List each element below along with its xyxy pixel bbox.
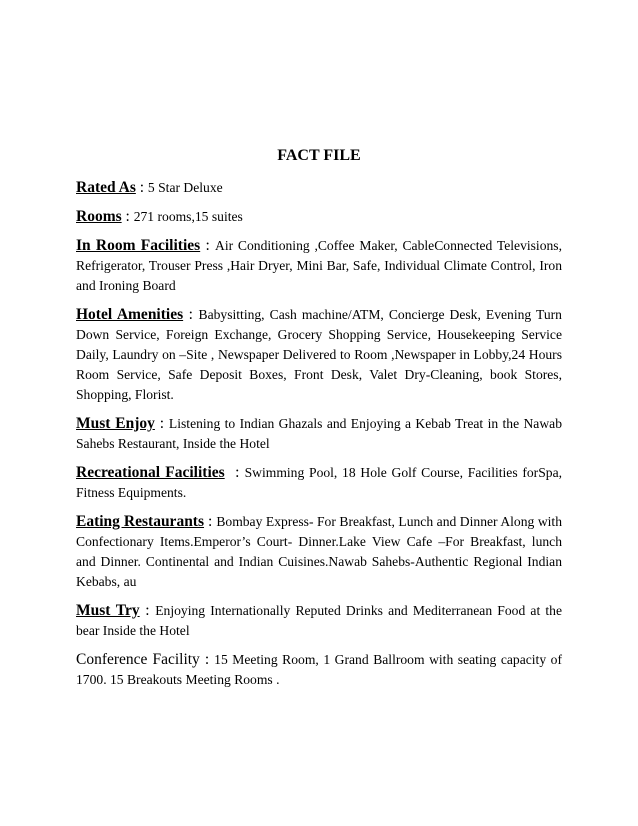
entry-recreational-facilities: [76, 463, 562, 503]
entry-text: 5 Star Deluxe: [147, 180, 223, 195]
entry-text: Listening to Indian Ghazals and Enjoying a Kebab Treat in the Nawab Sahebs Restaurant, Inside the Hotel: [76, 416, 562, 451]
entry-eating-restaurants: [76, 512, 562, 592]
entry-label: Eating Restaurants: [76, 513, 205, 530]
entry-label: Conference Facility: [76, 651, 200, 668]
entry-label: Hotel Amenities: [76, 306, 184, 323]
entry-text: Enjoying Internationally Reputed Drinks and Mediterranean Food at the bear Inside the Hotel: [76, 603, 563, 638]
entry-conference-facility: [76, 650, 562, 690]
entry-text: Bombay Express- For Breakfast, Lunch and Dinner Along with Confectionary Items.Emperor’s Court- Dinner.Lake View Cafe –For Breakfast, lunch and Dinner. Continental and Indian Cuisines.Nawab Sahebs-Authentic Regional Indian Kebabs, au: [76, 514, 562, 589]
entry-separator: :: [200, 237, 216, 254]
entry-separator: :: [121, 208, 134, 225]
entry-separator: :: [224, 464, 245, 481]
page-title: FACT FILE: [277, 147, 361, 164]
entry-label: Recreational Facilities: [76, 464, 225, 481]
entry-text: 271 rooms,15 suites: [133, 209, 243, 224]
entry-label: In Room Facilities: [76, 237, 201, 254]
entry-text: 15 Meeting Room, 1 Grand Ballroom with seating capacity of 1700. 15 Breakouts Meeting Rooms .: [76, 652, 562, 687]
entry-rated-as: [76, 178, 562, 198]
entry-separator: :: [199, 651, 215, 668]
entry-separator: :: [183, 306, 199, 323]
entry-label: Must Enjoy: [76, 415, 155, 432]
entry-label: Rooms: [76, 208, 122, 225]
entry-hotel-amenities: [76, 305, 562, 405]
entry-separator: :: [135, 179, 148, 196]
entry-in-room-facilities: [76, 236, 562, 296]
entry-label: Rated As: [76, 179, 136, 196]
entry-text: Swimming Pool, 18 Hole Golf Course, Facilities forSpa, Fitness Equipments.: [76, 465, 562, 500]
entry-separator: :: [139, 602, 156, 619]
document-page: [76, 146, 562, 699]
entry-must-try: [76, 601, 562, 641]
entry-text: Air Conditioning ,Coffee Maker, CableConnected Televisions, Refrigerator, Trouser Press ,Hair Dryer, Mini Bar, Safe, Individual Climate Control, Iron and Ironing Board: [76, 238, 562, 293]
entry-separator: :: [204, 513, 217, 530]
entry-separator: :: [154, 415, 169, 432]
entry-must-enjoy: [76, 414, 562, 454]
entry-rooms: [76, 207, 562, 227]
entry-text: Babysitting, Cash machine/ATM, Concierge Desk, Evening Turn Down Service, Foreign Exchange, Grocery Shopping Service, Housekeeping Service Daily, Laundry on –Site , Newspaper Delivered to Room ,Newspaper in Lobby,24 Hours Room Service, Safe Deposit Boxes, Front Desk, Valet Dry-Cleaning, book Stores, Shopping, Florist.: [76, 307, 562, 402]
entry-label: Must Try: [76, 602, 140, 619]
